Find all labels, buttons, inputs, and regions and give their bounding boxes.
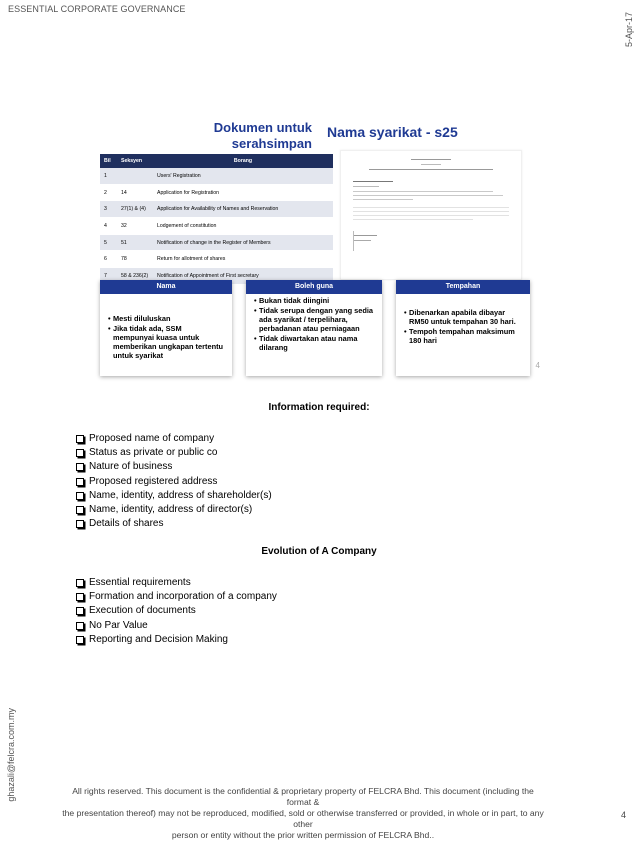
checkbox-icon [76, 593, 84, 601]
confidentiality-footer [60, 786, 546, 841]
list-item-label: Status as private or public co [89, 447, 218, 459]
table-header-row [100, 154, 333, 168]
form-document-thumbnail [340, 150, 522, 280]
table-cell: 51 [117, 234, 153, 251]
table-cell: Lodgement of constitution [153, 218, 333, 235]
list-item [76, 446, 272, 460]
checkbox-icon [76, 492, 84, 500]
table-cell: 3 [100, 201, 117, 218]
side-email: ghazali@felcra.com.my [6, 708, 16, 802]
footer-line2: the presentation thereof) may not be reproduced, modified, sold or otherwise transferred or provided, in whole or in part, to any other [62, 808, 544, 829]
evolution-checklist [76, 576, 277, 647]
list-item [76, 633, 277, 647]
checkbox-icon [76, 463, 84, 471]
list-item-label: No Par Value [89, 619, 148, 631]
list-item-label: Proposed registered address [89, 475, 218, 487]
information-checklist [76, 432, 272, 531]
list-item-label: Formation and incorporation of a company [89, 591, 277, 603]
card-tempahan-header: Tempahan [396, 280, 530, 294]
list-item [76, 604, 277, 618]
table-cell: 7 [100, 268, 117, 285]
table-row [100, 234, 333, 251]
list-item [76, 460, 272, 474]
list-item: • Mesti diluluskan [108, 314, 224, 323]
list-item [76, 517, 272, 531]
list-item: • Dibenarkan apabila dibayar RM50 untuk tempahan 30 hari. [404, 308, 522, 326]
table-cell: Application for Registration [153, 184, 333, 201]
table-cell: Users' Registration [153, 168, 333, 184]
table-header-borang: Borang [153, 154, 333, 168]
table-cell: 58 & 236(2) [117, 268, 153, 285]
table-cell: 1 [100, 168, 117, 184]
list-item [76, 590, 277, 604]
card-nama-list [100, 294, 232, 360]
list-item-label: Reporting and Decision Making [89, 633, 228, 645]
evolution-heading: Evolution of A Company [261, 546, 377, 557]
checkbox-icon [76, 622, 84, 630]
slide-image [60, 112, 540, 388]
table-cell: Notification of Appointment of First secretary [153, 268, 333, 285]
checkbox-icon [76, 636, 84, 644]
table-cell: 14 [117, 184, 153, 201]
name-rules-cards [100, 280, 536, 378]
list-item [76, 503, 272, 517]
table-cell: 78 [117, 251, 153, 268]
header-title: ESSENTIAL CORPORATE GOVERNANCE [8, 4, 186, 14]
table-row [100, 218, 333, 235]
table-cell [117, 168, 153, 184]
table-cell: 6 [100, 251, 117, 268]
table-cell: 2 [100, 184, 117, 201]
list-item [76, 432, 272, 446]
list-item-label: Proposed name of company [89, 433, 215, 444]
list-item: • Tidak diwartakan atau nama dilarang [254, 334, 374, 352]
card-boleh-guna [246, 280, 382, 376]
list-item [76, 619, 277, 633]
table-cell: 32 [117, 218, 153, 235]
table-row [100, 168, 333, 184]
table-cell: Application for Availability of Names and Reservation [153, 201, 333, 218]
table-cell: Notification of change in the Register of Members [153, 234, 333, 251]
table-row [100, 251, 333, 268]
checkbox-icon [76, 506, 84, 514]
checkbox-icon [76, 449, 84, 457]
checkbox-icon [76, 520, 84, 528]
list-item-label: Execution of documents [89, 605, 196, 617]
list-item-label: Nature of business [89, 461, 173, 473]
table-cell: 4 [100, 218, 117, 235]
checkbox-icon [76, 435, 84, 443]
documents-heading [186, 120, 312, 152]
page-number: 4 [620, 810, 626, 820]
forms-table [100, 154, 333, 285]
footer-line3: person or entity without the prior written permission of FELCRA Bhd.. [171, 830, 435, 840]
list-item: • Tidak serupa dengan yang sedia ada syarikat / terpelihara, perbadanan atau perniagaan [254, 306, 374, 333]
card-boleh-guna-header: Boleh guna [246, 280, 382, 294]
company-name-heading: Nama syarikat - s25 [327, 124, 458, 140]
checkbox-icon [76, 579, 84, 587]
table-cell: 5 [100, 234, 117, 251]
slide-page-number: 4 [535, 361, 540, 370]
documents-heading-line2: serahsimpan [231, 136, 312, 151]
information-required-heading: Information required: [268, 402, 370, 413]
card-nama [100, 280, 232, 376]
table-header-seksyen: Seksyen [117, 154, 153, 168]
documents-heading-line1: Dokumen untuk [213, 120, 312, 135]
list-item: • Tempoh tempahan maksimum 180 hari [404, 327, 522, 345]
card-tempahan-list [396, 294, 530, 345]
list-item: • Bukan tidak diingini [254, 296, 374, 305]
list-item-label: Name, identity, address of shareholder(s) [89, 489, 272, 501]
header-date: 5-Apr-17 [624, 12, 634, 48]
list-item-label: Name, identity, address of director(s) [89, 503, 253, 515]
card-boleh-guna-list [246, 294, 382, 352]
checkbox-icon [76, 607, 84, 615]
card-nama-header: Nama [100, 280, 232, 294]
table-row [100, 201, 333, 218]
table-row [100, 184, 333, 201]
table-cell: Return for allotment of shares [153, 251, 333, 268]
card-tempahan [396, 280, 530, 376]
table-cell: 27(1) & (4) [117, 201, 153, 218]
footer-line1: All rights reserved. This document is the confidential & proprietary property of FELCRA Bhd. This document (including the format & [72, 786, 534, 807]
list-item [76, 475, 272, 489]
list-item-label: Details of shares [89, 518, 164, 530]
list-item: • Jika tidak ada, SSM mempunyai kuasa untuk memberikan ungkapan tertentu untuk syarikat [108, 324, 224, 360]
list-item-label: Essential requirements [89, 577, 191, 588]
checkbox-icon [76, 478, 84, 486]
table-header-bil: Bil [100, 154, 117, 168]
list-item [76, 489, 272, 503]
list-item [76, 576, 277, 590]
